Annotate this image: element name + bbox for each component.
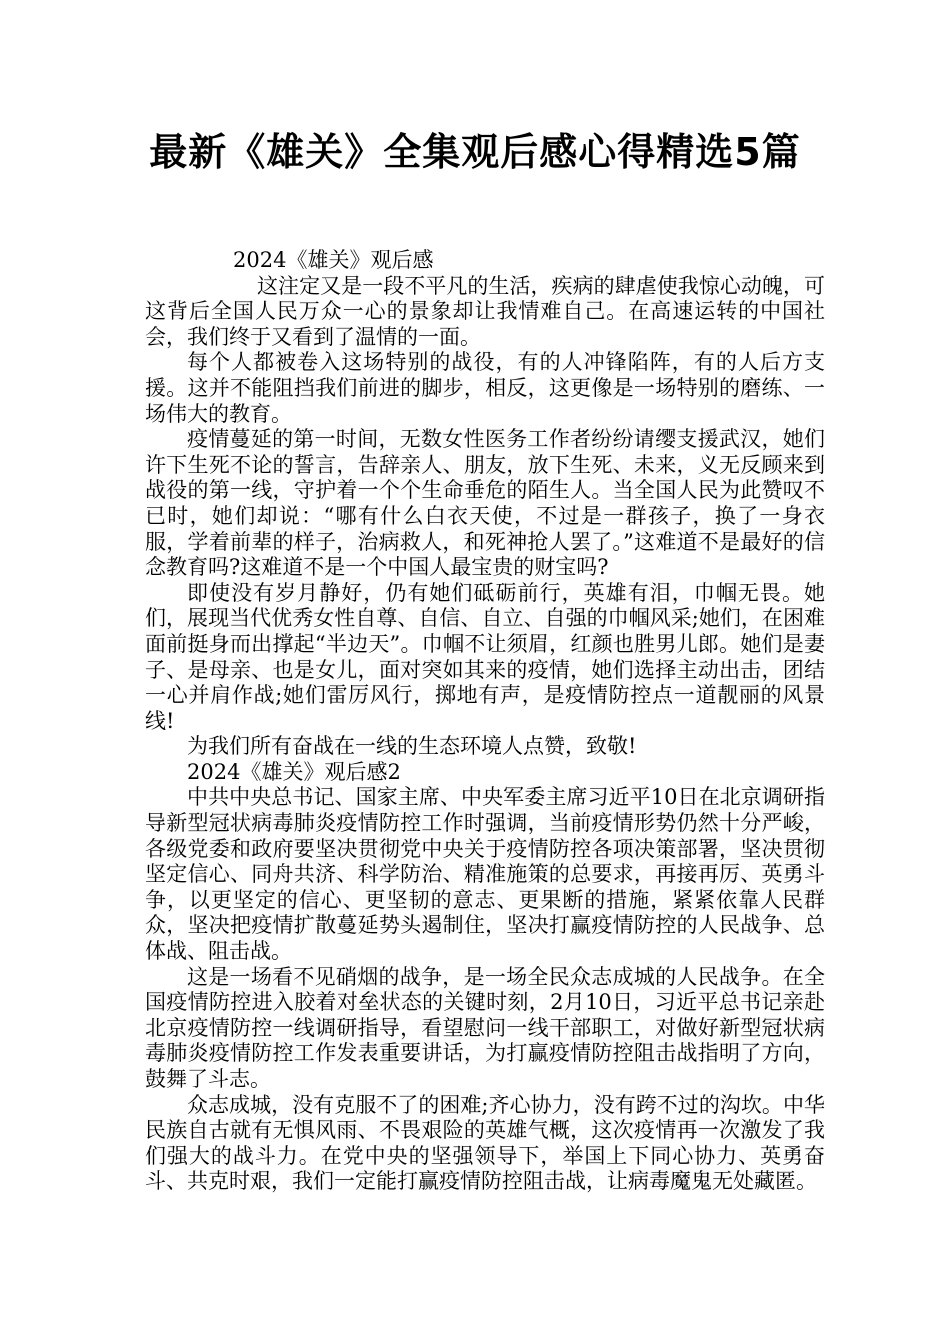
paragraph: 为我们所有奋战在一线的生态环境人点赞，致敬! — [187, 734, 637, 759]
section-heading-2: 2024《雄关》观后感2 — [187, 759, 401, 784]
paragraph: 这注定又是一段不平凡的生活，疾病的肆虐使我惊心动魄，可这背后全国人民万众一心的景象却让我情难自己。在高速运转的中国社会，我们终于又看到了温情的一面。 — [145, 273, 825, 349]
section-heading-1: 2024《雄关》观后感 — [233, 248, 434, 272]
paragraph: 众志成城，没有克服不了的困难;齐心协力，没有跨不过的沟坎。中华民族自古就有无惧风雨、不畏艰险的英雄气概，这次疫情再一次激发了我们强大的战斗力。在党中央的坚强领导下，举国上下同心协力、英勇奋斗、共克时艰，我们一定能打赢疫情防控阻击战，让病毒魔鬼无处藏匿。 — [145, 1092, 825, 1194]
paragraph: 疫情蔓延的第一时间，无数女性医务工作者纷纷请缨支援武汉，她们许下生死不论的誓言，告辞亲人、朋友，放下生死、未来，义无反顾来到战役的第一线，守护着一个个生命垂危的陌生人。当全国人民为此赞叹不已时，她们却说：“哪有什么白衣天使，不过是一群孩子，换了一身衣服，学着前辈的样子，治病救人，和死神抢人罢了。”这难道不是最好的信念教育吗?这难道不是一个中国人最宝贵的财宝吗? — [145, 427, 825, 580]
document-body — [145, 248, 825, 1195]
document-title: 最新《雄关》全集观后感心得精选5篇 — [149, 130, 801, 174]
paragraph: 中共中央总书记、国家主席、中央军委主席习近平10日在北京调研指导新型冠状病毒肺炎疫情防控工作时强调，当前疫情形势仍然十分严峻，各级党委和政府要坚决贯彻党中央关于疫情防控各项决策部署，坚决贯彻坚定信心、同舟共济、科学防治、精准施策的总要求，再接再厉、英勇斗争，以更坚定的信心、更坚韧的意志、更果断的措施，紧紧依靠人民群众，坚决把疫情扩散蔓延势头遏制住，坚决打赢疫情防控的人民战争、总体战、阻击战。 — [145, 785, 825, 964]
paragraph: 即使没有岁月静好，仍有她们砥砺前行，英雄有泪，巾帼无畏。她们，展现当代优秀女性自尊、自信、自立、自强的巾帼风采;她们，在困难面前挺身而出撑起“半边天”。巾帼不让须眉，红颜也胜男儿郎。她们是妻子、是母亲、也是女儿，面对突如其来的疫情，她们选择主动出击，团结一心并肩作战;她们雷厉风行，掷地有声，是疫情防控点一道靓丽的风景线! — [145, 580, 825, 733]
paragraph: 这是一场看不见硝烟的战争，是一场全民众志成城的人民战争。在全国疫情防控进入胶着对垒状态的关键时刻，2月10日，习近平总书记亲赴北京疫情防控一线调研指导，看望慰问一线干部职工，对做好新型冠状病毒肺炎疫情防控工作发表重要讲话，为打赢疫情防控阻击战指明了方向，鼓舞了斗志。 — [145, 964, 825, 1091]
paragraph: 每个人都被卷入这场特别的战役，有的人冲锋陷阵，有的人后方支援。这并不能阻挡我们前进的脚步，相反，这更像是一场特别的磨练、一场伟大的教育。 — [145, 350, 825, 426]
